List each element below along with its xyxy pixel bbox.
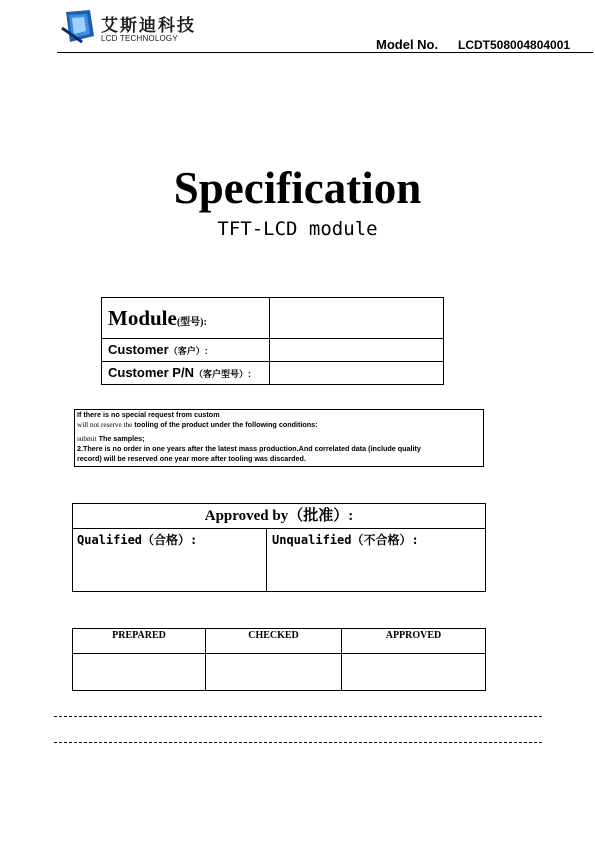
unqualified-field[interactable]: Unqualified（不合格）: xyxy=(272,533,419,547)
note-line: submit The samples; xyxy=(77,434,145,443)
prepared-signature-field[interactable] xyxy=(73,654,206,691)
dashed-separator xyxy=(54,716,542,717)
customer-pn-value-field[interactable] xyxy=(270,362,444,385)
customer-pn-label-cell xyxy=(102,362,270,385)
approval-divider xyxy=(266,528,267,592)
signature-table xyxy=(72,628,486,691)
customer-value-field[interactable] xyxy=(270,339,444,362)
customer-pn-label: Customer P/N xyxy=(108,365,194,380)
dashed-separator xyxy=(54,742,542,743)
company-logo-icon xyxy=(60,8,96,44)
document-title: Specification xyxy=(173,163,422,213)
customer-label-cn: （客户）: xyxy=(168,346,208,356)
logo-chinese-text: 艾斯迪科技 xyxy=(101,16,196,35)
module-label: Module xyxy=(108,305,177,330)
module-value-field[interactable] xyxy=(270,298,444,339)
checked-header: CHECKED xyxy=(206,629,342,654)
note-line: 2.There is no order in one years after the latest mass production.And correlated data (include quality xyxy=(77,444,421,453)
checked-signature-field[interactable] xyxy=(206,654,342,691)
module-label-cell xyxy=(102,298,270,339)
note-line: will not reserve the tooling of the product under the following conditions: xyxy=(77,420,318,429)
document-subtitle: TFT-LCD module xyxy=(217,218,378,240)
conditions-note-box xyxy=(74,409,484,467)
approval-title: Approved by（批准）: xyxy=(73,504,485,529)
customer-label-cell xyxy=(102,339,270,362)
approved-signature-field[interactable] xyxy=(342,654,486,691)
model-number-label: Model No. xyxy=(376,37,439,52)
approved-header: APPROVED xyxy=(342,629,486,654)
approval-box xyxy=(72,503,486,592)
qualified-field[interactable]: Qualified（合格）: xyxy=(77,533,198,547)
header-divider xyxy=(57,52,593,53)
module-label-cn: (型号): xyxy=(176,316,207,328)
module-info-table xyxy=(101,297,444,385)
logo-english-text: LCD TECHNOLOGY xyxy=(101,34,178,43)
customer-label: Customer xyxy=(108,342,169,357)
customer-pn-label-cn: （客户型号）: xyxy=(193,369,251,379)
model-number-value: LCDT508004804001 xyxy=(458,38,571,52)
note-line: record) will be reserved one year more after tooling was discarded. xyxy=(77,454,306,463)
prepared-header: PREPARED xyxy=(73,629,206,654)
note-line: If there is no special request from custom xyxy=(77,410,220,419)
